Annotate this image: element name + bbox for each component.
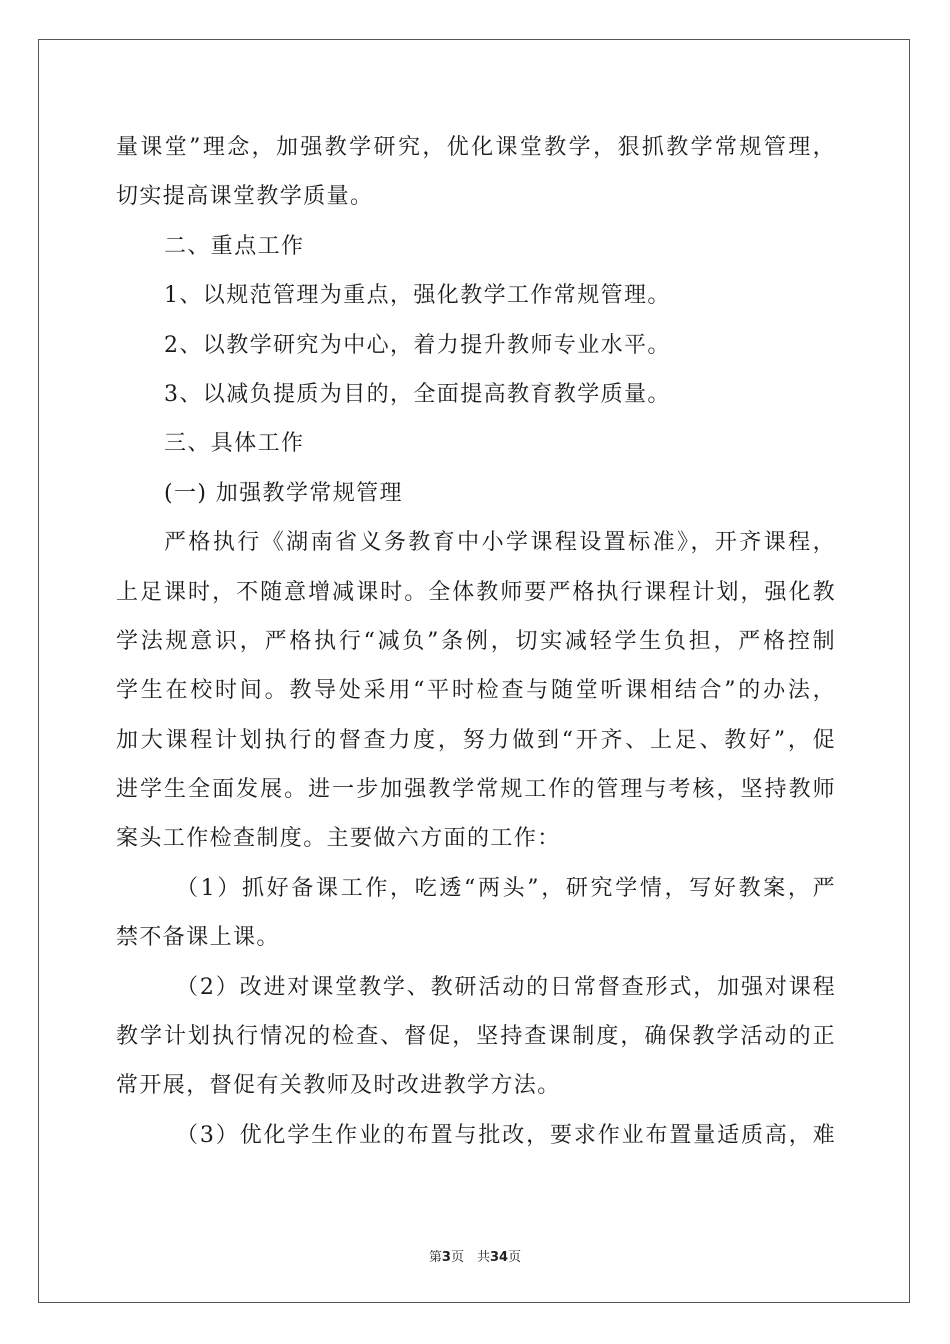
text-line: 加大课程计划执行的督查力度，努力做到“开齐、上足、教好”，促 (116, 727, 836, 753)
text-line: 进学生全面发展。进一步加强教学常规工作的管理与考核，坚持教师 (116, 777, 836, 803)
text-line: 常开展，督促有关教师及时改进教学方法。 (116, 1073, 561, 1099)
text-line: 学法规意识，严格执行“减负”条例，切实减轻学生负担，严格控制 (116, 628, 836, 654)
text-line: 二、重点工作 (164, 233, 305, 259)
text-line: 上足课时，不随意增减课时。全体教师要严格执行课程计划，强化教 (116, 579, 836, 605)
footer-suffix: 页 (508, 1250, 522, 1265)
footer-page-number: 3 (441, 1250, 451, 1265)
text-line: （3）优化学生作业的布置与批改，要求作业布置量适质高，难 (176, 1122, 836, 1148)
document-body (116, 123, 836, 1160)
text-line: 3、以减负提质为目的，全面提高教育教学质量。 (164, 381, 671, 407)
text-line: 禁不备课上课。 (116, 925, 280, 951)
text-line: 1、以规范管理为重点，强化教学工作常规管理。 (164, 283, 671, 309)
footer-mid: 页 共 (450, 1250, 490, 1265)
text-line: 切实提高课堂教学质量。 (116, 184, 374, 210)
text-line: 严格执行《湖南省义务教育中小学课程设置标准》，开齐课程， (164, 530, 836, 556)
text-line: 量课堂”理念，加强教学研究，优化课堂教学，狠抓教学常规管理， (116, 135, 836, 160)
text-line: （2）改进对课堂教学、教研活动的日常督查形式，加强对课程 (176, 974, 836, 1000)
text-line: 2、以教学研究为中心，着力提升教师专业水平。 (164, 332, 671, 358)
text-line: (一) 加强教学常规管理 (164, 480, 403, 506)
text-line: 三、具体工作 (164, 431, 305, 457)
text-line: 学生在校时间。教导处采用“平时检查与随堂听课相结合”的办法， (116, 678, 836, 704)
text-line: 教学计划执行情况的检查、督促，坚持查课制度，确保教学活动的正 (116, 1024, 836, 1050)
text-line: （1）抓好备课工作，吃透“两头”，研究学情，写好教案，严 (176, 875, 836, 901)
footer-prefix: 第 (428, 1250, 442, 1265)
page-footer (0, 1246, 950, 1265)
footer-total-pages: 34 (489, 1250, 509, 1265)
text-line: 案头工作检查制度。主要做六方面的工作： (116, 826, 561, 852)
